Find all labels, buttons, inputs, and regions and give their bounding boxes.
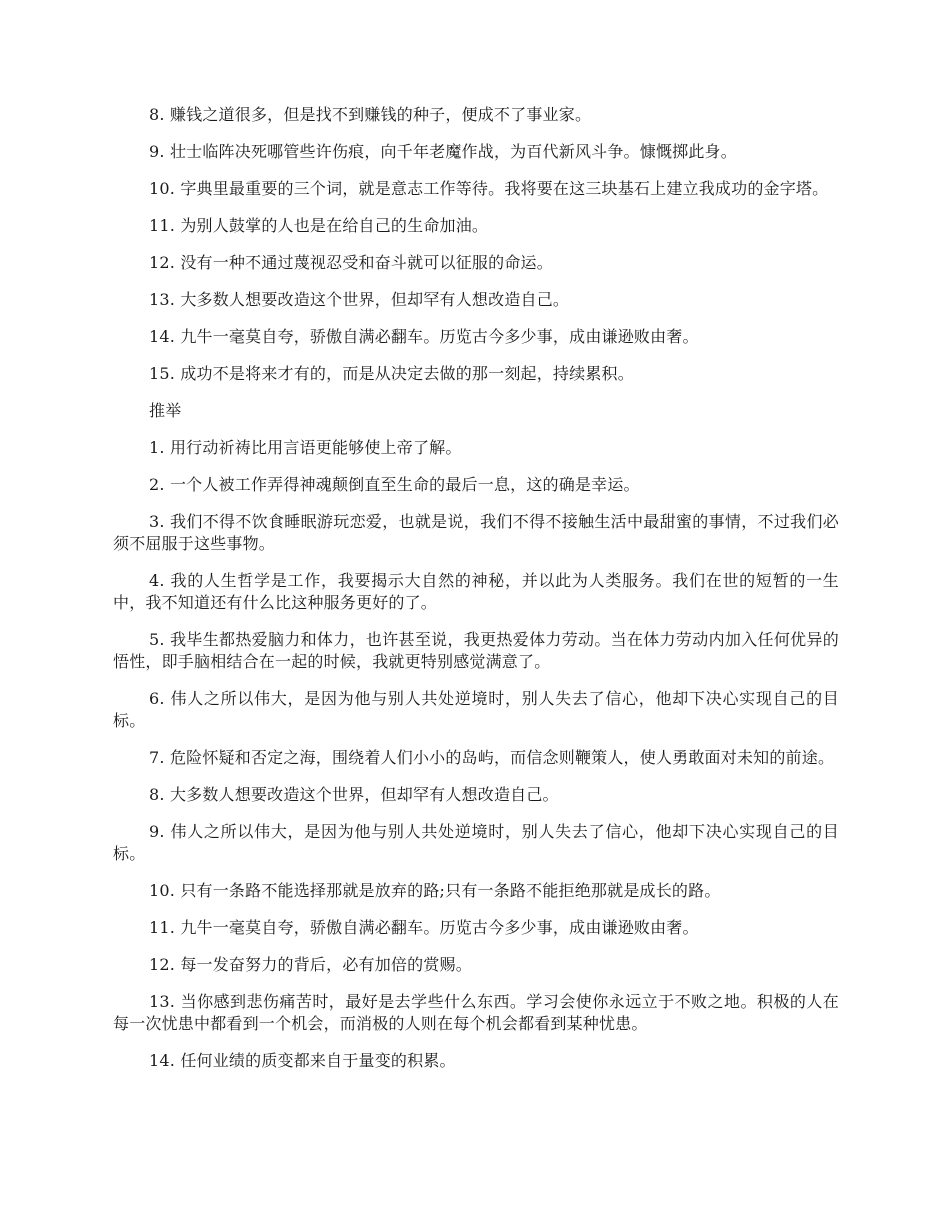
paragraph: 2. 一个人被工作弄得神魂颠倒直至生命的最后一息，这的确是幸运。 xyxy=(149,475,640,494)
paragraph: 12. 每一发奋努力的背后，必有加倍的赏赐。 xyxy=(149,955,472,974)
document-body xyxy=(113,104,839,1087)
paragraph: 9. 伟人之所以伟大，是因为他与别人共处逆境时，别人失去了信心，他却下决心实现自己的目标。 xyxy=(113,822,839,863)
paragraph: 13. 当你感到悲伤痛苦时，最好是去学些什么东西。学习会使你永远立于不败之地。积极的人在每一次忧患中都看到一个机会，而消极的人则在每个机会都看到某种忧患。 xyxy=(113,992,839,1033)
paragraph: 1. 用行动祈祷比用言语更能够使上帝了解。 xyxy=(149,438,462,457)
paragraph: 11. 为别人鼓掌的人也是在给自己的生命加油。 xyxy=(149,216,489,235)
paragraph: 9. 壮士临阵决死哪管些许伤痕，向千年老魔作战，为百代新风斗争。慷慨掷此身。 xyxy=(149,142,737,161)
paragraph: 15. 成功不是将来才有的，而是从决定去做的那一刻起，持续累积。 xyxy=(149,364,634,383)
paragraph: 13. 大多数人想要改造这个世界，但却罕有人想改造自己。 xyxy=(149,290,570,309)
paragraph: 10. 只有一条路不能选择那就是放弃的路;只有一条路不能拒绝那就是成长的路。 xyxy=(149,881,721,900)
paragraph: 7. 危险怀疑和否定之海，围绕着人们小小的岛屿，而信念则鞭策人，使人勇敢面对未知的前途。 xyxy=(149,748,835,767)
paragraph: 3. 我们不得不饮食睡眠游玩恋爱，也就是说，我们不得不接触生活中最甜蜜的事情，不过我们必须不屈服于这些事物。 xyxy=(113,512,839,553)
paragraph: 8. 赚钱之道很多，但是找不到赚钱的种子，便成不了事业家。 xyxy=(149,105,592,124)
paragraph: 8. 大多数人想要改造这个世界，但却罕有人想改造自己。 xyxy=(149,785,559,804)
paragraph: 4. 我的人生哲学是工作，我要揭示大自然的神秘，并以此为人类服务。我们在世的短暂的一生中，我不知道还有什么比这种服务更好的了。 xyxy=(113,571,839,612)
paragraph: 12. 没有一种不通过蔑视忍受和奋斗就可以征服的命运。 xyxy=(149,253,553,272)
paragraph: 10. 字典里最重要的三个词，就是意志工作等待。我将要在这三块基石上建立我成功的金字塔。 xyxy=(149,179,829,198)
paragraph: 14. 任何业绩的质变都来自于量变的积累。 xyxy=(149,1051,456,1070)
paragraph: 6. 伟人之所以伟大，是因为他与别人共处逆境时，别人失去了信心，他却下决心实现自己的目标。 xyxy=(113,689,839,730)
paragraph: 11. 九牛一毫莫自夸，骄傲自满必翻车。历览古今多少事，成由谦逊败由奢。 xyxy=(149,918,699,937)
paragraph: 5. 我毕生都热爱脑力和体力，也许甚至说，我更热爱体力劳动。当在体力劳动内加入任何优异的悟性，即手脑相结合在一起的时候，我就更特别感觉满意了。 xyxy=(113,630,839,671)
paragraph: 14. 九牛一毫莫自夸，骄傲自满必翻车。历览古今多少事，成由谦逊败由奢。 xyxy=(149,327,699,346)
section-heading: 推举 xyxy=(149,401,182,420)
